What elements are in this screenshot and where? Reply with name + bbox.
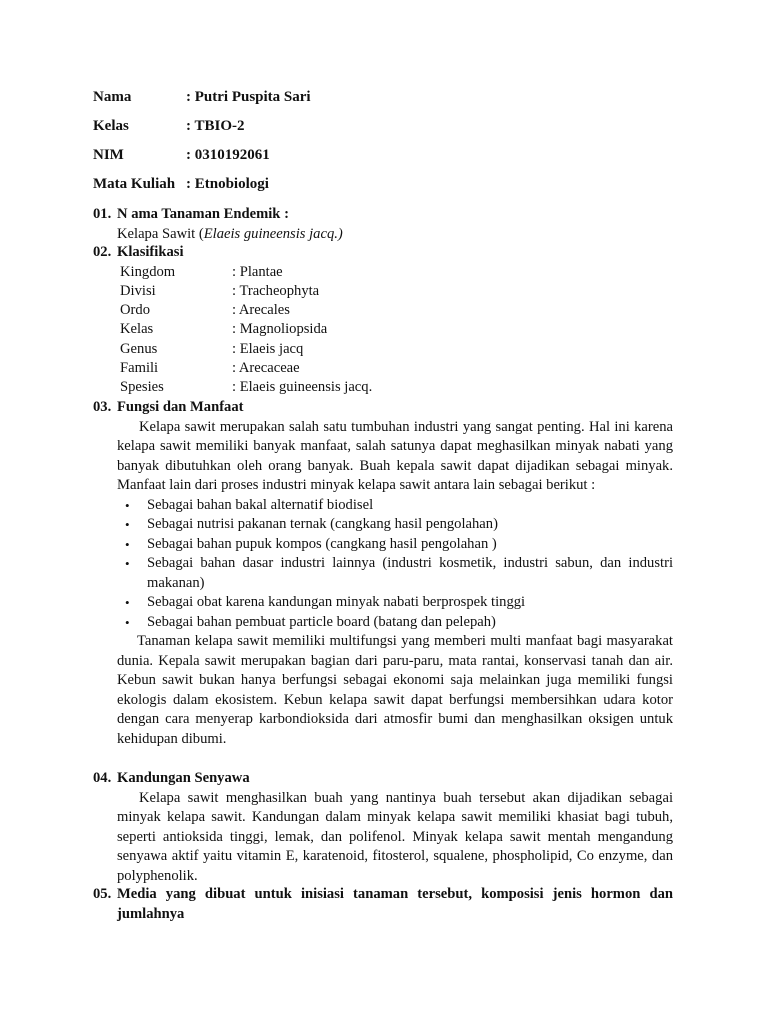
section-01 [93,205,673,244]
identity-label: NIM [93,147,124,163]
section-number: 02. [93,244,112,260]
rank-label: Ordo [120,302,150,319]
section-03 [93,398,673,749]
section-number: 01. [93,206,112,222]
compounds-paragraph [117,789,673,887]
list-item-text: Sebagai bahan pembuat particle board (batang dan pelepah) [147,613,496,630]
rank-value: : Plantae [232,263,283,280]
section-heading [93,205,673,225]
classification-row [120,359,673,378]
classification-row [120,263,673,282]
section-title: Klasifikasi [117,244,184,260]
bullet-icon: • [125,556,130,571]
classification-row [120,301,673,320]
list-item [117,535,673,555]
bullet-icon: • [125,536,130,552]
rank-label: Kingdom [120,263,176,280]
section-04 [93,769,673,886]
benefits-list [93,496,673,633]
section-title: Media yang dibuat untuk inisiasi tanaman tersebut, komposisi jenis hormon dan jumlahnya [117,886,673,922]
list-item [117,593,673,613]
rank-value: : Elaeis guineensis jacq. [232,379,373,396]
list-item-text: Sebagai bahan pupuk kompos (cangkang hasil pengolahan ) [147,535,497,552]
section-02 [93,243,673,398]
rank-value: : Magnoliopsida [232,321,328,338]
identity-class-row [93,117,244,137]
list-item [117,515,673,535]
classification-row [120,320,673,339]
paragraph-text: Tanaman kelapa sawit memiliki multifungsi yang memberi multi manfaat bagi masyarakat dunia. Kepala sawit merupakan bagian dari paru-paru, mata rantai, konservasi tanah dan air. Kebun sawit bukan hanya berfungsi sebagai ekonomi saja melainkan juga memiliki fungsi ekologis dalam ekosistem. Kebun kelapa sawit dapat berfungsi membersihkan udara kotor dengan cara menyerap karbondioksida dari atmosfir bumi dan menghasilkan oksigen untuk kehidupan dibumi. [117,633,673,747]
section-number: 05. [93,886,112,902]
list-item-text: Sebagai bahan dasar industri lainnya (industri kosmetik, industri sabun, dan industri makanan) [147,555,673,591]
rank-label: Genus [120,340,158,357]
identity-value: : Putri Puspita Sari [186,89,311,105]
bullet-icon: • [125,497,130,513]
rank-value: : Tracheophyta [232,282,320,299]
identity-nim-row [93,146,270,166]
rank-label: Famili [120,359,159,376]
rank-label: Divisi [120,282,156,299]
classification-table [93,263,673,398]
bullet-icon: • [125,614,130,630]
rank-label: Kelas [120,321,154,338]
rank-value: : Arecaceae [232,359,300,376]
section-heading [93,243,673,263]
plant-common-name: Kelapa Sawit ( [117,225,204,242]
bullet-icon: • [125,517,130,532]
identity-value: : 0310192061 [186,147,270,163]
classification-row [120,340,673,359]
list-item-text: Sebagai bahan bakal alternatif biodisel [147,496,374,513]
section-number: 04. [93,770,112,786]
section-title: Kandungan Senyawa [117,770,250,786]
classification-row [120,378,673,397]
benefits-intro-paragraph [117,418,673,496]
identity-label: Nama [93,89,132,105]
section-title: N ama Tanaman Endemik : [117,206,289,222]
plant-latin-name: Elaeis guineensis jacq.) [203,225,343,242]
paragraph-text: Kelapa sawit menghasilkan buah yang nantinya buah tersebut akan dijadikan sebagai minyak kelapa sawit. Kandungan dalam minyak kelapa sawit memiliki khasiat bagi tubuh, seperti antioksida tinggi, lemak, dan polifenol. Minyak kelapa sawit mentah mengandung senyawa aktif yaitu vitamin E, karatenoid, fitosterol, squalene, phospholipid, Co enzyme, dan polyphenolik. [117,789,673,884]
identity-name-row [93,88,311,108]
identity-label: Mata Kuliah [93,176,176,192]
list-item-text: Sebagai nutrisi pakanan ternak (cangkang hasil pengolahan) [147,516,498,532]
rank-value: : Elaeis jacq [232,340,304,357]
section-heading [93,398,673,418]
classification-row [120,282,673,301]
section-05 [93,885,673,924]
plant-name [93,225,673,245]
identity-value: : TBIO-2 [186,118,245,134]
section-heading [93,769,673,789]
benefits-outro-paragraph [117,632,673,749]
list-item-text: Sebagai obat karena kandungan minyak nabati berprospek tinggi [147,594,526,610]
rank-label: Spesies [120,379,164,396]
list-item [117,554,673,593]
identity-label: Kelas [93,118,129,134]
list-item [117,613,673,633]
paragraph-text: Kelapa sawit merupakan salah satu tumbuhan industri yang sangat penting. Hal ini karena kelapa sawit memiliki banyak manfaat, salah satunya dapat meghasilkan minyak nabati yang banyak dibutuhkan oleh orang banyak. Buah kepala sawit dapat dijadikan sebagai minyak. Manfaat lain dari proses industri minyak kelapa sawit antara lain sebagai berikut : [117,418,673,493]
section-number: 03. [93,399,112,415]
identity-value: : Etnobiologi [186,176,269,192]
section-title: Fungsi dan Manfaat [117,399,244,415]
bullet-icon: • [125,595,130,610]
list-item [117,496,673,516]
rank-value: : Arecales [232,302,290,319]
identity-course-row [93,175,269,195]
